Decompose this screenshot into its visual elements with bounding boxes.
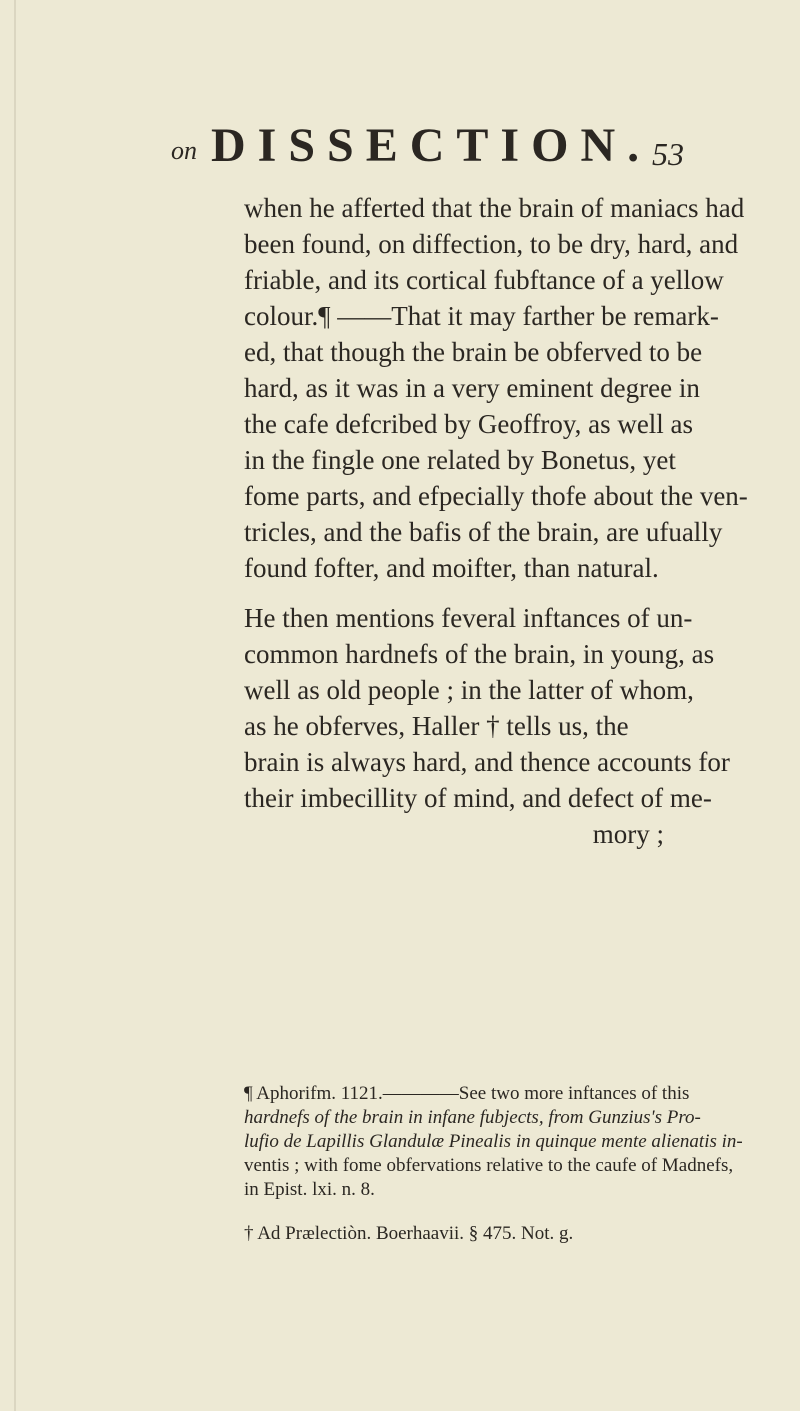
catchword-line: mory ; <box>592 819 664 849</box>
page-edge-shadow <box>14 0 16 1411</box>
running-head-title: DISSECTION. <box>211 119 652 172</box>
footnote-line: in Epist. lxi. n. 8. <box>244 1179 375 1200</box>
text-line: fome parts, and efpecially thofe about the ven- <box>244 481 748 511</box>
text-line: friable, and its cortical fubftance of a yellow <box>244 265 724 295</box>
text-line: found fofter, and moifter, than natural. <box>244 553 659 583</box>
text-line: brain is always hard, and thence accounts for <box>244 747 730 777</box>
footnotes <box>244 1082 743 1246</box>
running-head-prefix: on <box>171 136 197 165</box>
text-line: tricles, and the bafis of the brain, are ufually <box>244 517 723 547</box>
text-line: He then mentions feveral inftances of un- <box>244 603 693 633</box>
footnote-line: † Ad Prælectiòn. Boerhaavii. § 475. Not. g. <box>244 1223 574 1244</box>
text-line: been found, on diffection, to be dry, hard, and <box>244 229 739 259</box>
text-line: well as old people ; in the latter of whom, <box>244 675 694 705</box>
running-head <box>0 100 800 172</box>
footnote-line: ventis ; with fome obfervations relative to the caufe of Madnefs, <box>244 1155 734 1176</box>
text-line: colour.¶ ——That it may farther be remark- <box>244 301 719 331</box>
footnote-line: lufio de Lapillis Glandulæ Pinealis in quinque mente alienatis in- <box>244 1131 743 1152</box>
text-line: when he afferted that the brain of maniacs had <box>244 193 745 223</box>
main-text <box>244 190 748 852</box>
text-line: hard, as it was in a very eminent degree in <box>244 373 700 403</box>
text-line: as he obferves, Haller † tells us, the <box>244 711 629 741</box>
footnote-line: hardnefs of the brain in infane fubjects, from Gunzius's Pro- <box>244 1107 701 1128</box>
text-line: ed, that though the brain be obferved to be <box>244 337 703 367</box>
text-line: common hardnefs of the brain, in young, as <box>244 639 715 669</box>
text-line: the cafe defcribed by Geoffroy, as well as <box>244 409 694 439</box>
page-number: 53 <box>652 136 684 172</box>
footnote-line: ¶ Aphorifm. 1121.————See two more inftances of this <box>244 1083 690 1104</box>
text-line: their imbecillity of mind, and defect of me- <box>244 783 712 813</box>
text-line: in the fingle one related by Bonetus, yet <box>244 445 676 475</box>
